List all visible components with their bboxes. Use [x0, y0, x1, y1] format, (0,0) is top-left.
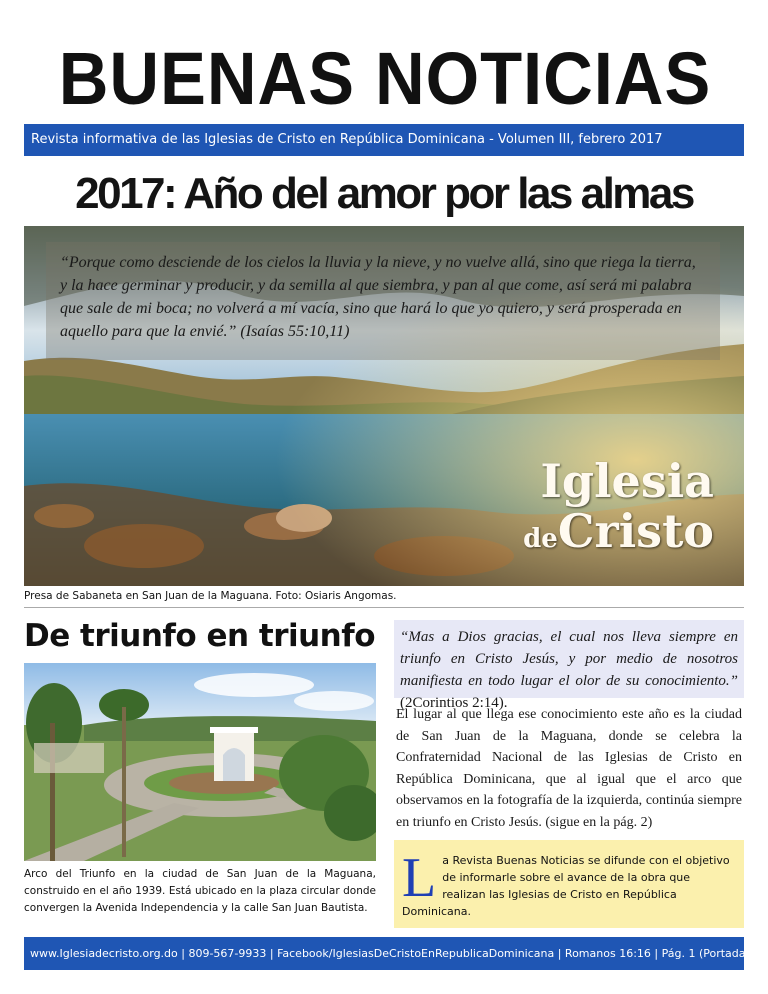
- logo-word-de: de: [523, 524, 558, 554]
- verse-box: [394, 620, 744, 711]
- logo-word-cristo: Cristo: [557, 504, 714, 558]
- arch-photo-caption: Arco del Triunfo en la ciudad de San Juan de la Maguana, construido en el año 1939. Está ubicado en la plaza circular donde convergen la Avenida Independencia y la calle San Juan Bautista.: [24, 868, 376, 914]
- info-note-text: a Revista Buenas Noticias se difunde con el objetivo de informarle sobre el avance de la obra que realizan las Iglesias de Cristo en República Dominicana.: [402, 854, 730, 918]
- footer-band: www.Iglesiadecristo.org.do | 809-567-9933 | Facebook/IglesiasDeCristoEnRepublicaDominicana | Romanos 16:16 | Pág. 1 (Portada): [24, 937, 744, 970]
- verse-text: “Mas a Dios gracias, el cual nos lleva siempre en triunfo en Cristo Jesús, y por medio de nosotros manifiesta en todo lugar el olor de su conocimiento.”: [400, 629, 738, 689]
- logo-word-iglesia: Iglesia: [540, 454, 714, 508]
- article-title: De triunfo en triunfo: [24, 618, 376, 654]
- arco-del-triunfo-image: [24, 663, 376, 861]
- arch-photo: [24, 663, 376, 861]
- hero-photo: [24, 226, 744, 586]
- church-logo-text: [523, 456, 714, 556]
- divider: [24, 607, 744, 608]
- info-note: [394, 840, 744, 928]
- verse-reference: (2Corintios 2:14).: [400, 695, 508, 711]
- article-body: El lugar al que llega ese conocimiento este año es la ciudad de San Juan de la Maguana, donde se celebra la Confraternidad Nacional de las Iglesias de Cristo en República Dominicana, que al igual que el arco que observamos en la fotografía de la izquierda, continúa siempre en triunfo en Cristo Jesús. (sigue en la pág. 2): [396, 707, 742, 830]
- subtitle-band: Revista informativa de las Iglesias de Cristo en República Dominicana - Volumen III, febrero 2017: [24, 124, 744, 156]
- headline: 2017: Año del amor por las almas: [75, 169, 693, 218]
- scripture-quote: “Porque como desciende de los cielos la lluvia y la nieve, y no vuelve allá, sino que riega la tierra, y la hace germinar y producir, y da semilla al que siembra, y pan al que come, así será mi palabra que sale de mi boca; no volverá a mí vacía, sino que hará lo que yo quiero, y será prosperada en aquello para que la envié.” (Isaías 55:10,11): [46, 242, 720, 360]
- drop-cap: L: [402, 847, 437, 909]
- masthead-title: BUENAS NOTICIAS: [58, 37, 712, 120]
- hero-caption: Presa de Sabaneta en San Juan de la Maguana. Foto: Osiaris Angomas.: [24, 590, 397, 602]
